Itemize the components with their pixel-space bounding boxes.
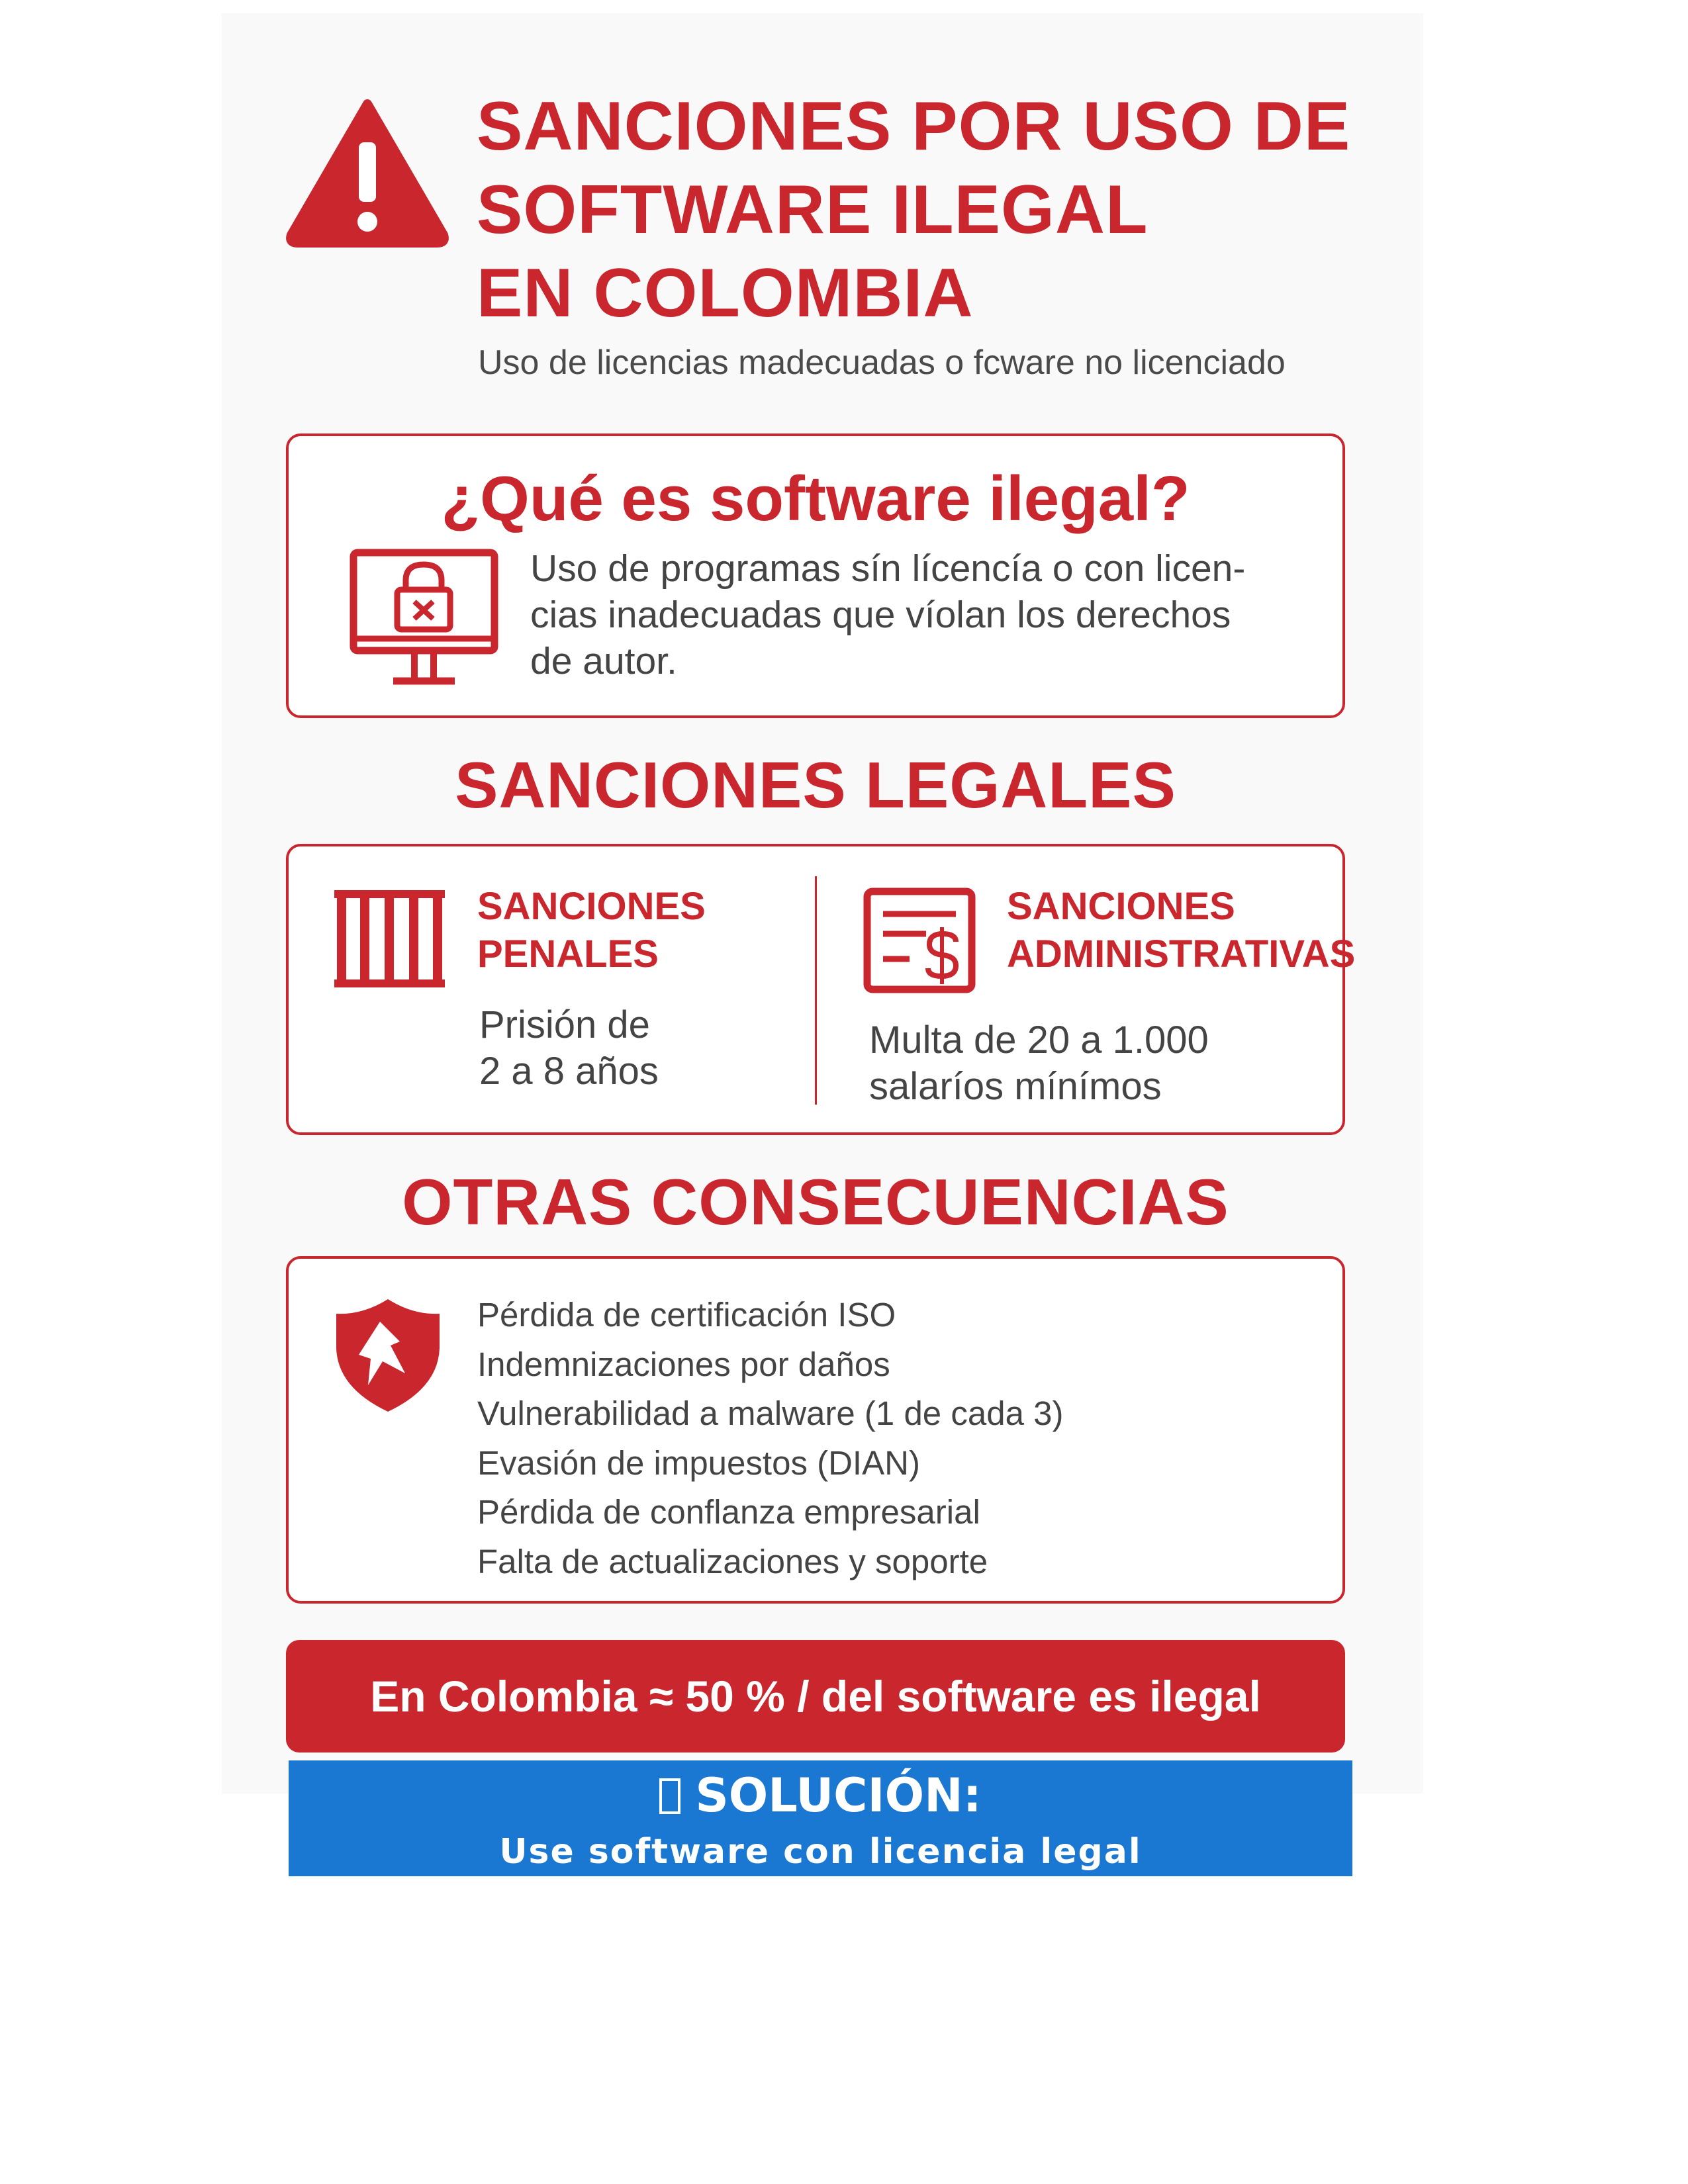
penal-sanctions-text [479, 1002, 659, 1095]
page-subtitle: Uso de licencias madecuadas o fcware no licenciado [478, 343, 1286, 382]
admin-sanctions-title [1007, 883, 1355, 978]
admin-text-line: Multa de 20 a 1.000 [869, 1019, 1209, 1062]
admin-title-line: SANCIONES [1007, 885, 1235, 928]
what-is-description [530, 545, 1325, 684]
title-line: SANCIONES POR USO DE [477, 88, 1351, 165]
list-item: Pérdida de conflanza empresarial [477, 1493, 980, 1531]
legal-sanctions-title: SANCIONES LEGALES [455, 749, 1176, 821]
penal-title-line: PENALES [477, 933, 659, 976]
monitor-lock-icon [350, 549, 498, 691]
what-is-title: ¿Qué es software ilegal? [441, 463, 1190, 534]
list-item: Indemnizaciones por daños [477, 1345, 890, 1383]
penal-sanctions-title [477, 883, 706, 978]
penal-text-line: 2 a 8 años [479, 1050, 659, 1093]
solution-box [289, 1760, 1352, 1876]
solution-subtitle: Use software con licencia legal [499, 1832, 1142, 1872]
other-consequences-title: OTRAS CONSECUENCIAS [402, 1165, 1229, 1238]
what-is-box [286, 433, 1345, 718]
list-item: Vulnerabilidad a malware (1 de cada 3) [477, 1394, 1064, 1432]
list-item: Evasión de impuestos (DIAN) [477, 1443, 920, 1482]
title-line: EN COLOMBIA [477, 255, 974, 332]
solution-title [289, 1766, 1352, 1825]
shield-alert-icon [334, 1295, 443, 1414]
description-line: cias inadecuadas que víolan los derechos [530, 594, 1231, 636]
penal-text-line: Prisión de [479, 1003, 650, 1046]
missing-glyph-icon [659, 1778, 680, 1814]
solution-title-text: SOLUCIÓN: [695, 1768, 982, 1823]
fine-document-icon [863, 887, 976, 993]
column-divider [815, 876, 817, 1105]
penal-title-line: SANCIONES [477, 885, 706, 928]
list-item: Falta de actualizaciones y soporte [477, 1542, 988, 1580]
warning-triangle-icon [285, 96, 450, 248]
title-line: SOFTWARE ILEGAL [477, 171, 1149, 248]
page-title [477, 85, 1417, 335]
list-item: Pérdida de certificación ISO [477, 1296, 896, 1334]
statistic-banner: En Colombia ≈ 50 % / del software es ilegal [286, 1640, 1345, 1752]
other-consequences-box [286, 1256, 1345, 1604]
description-line: Uso de programas sín lícencía o con licen- [530, 547, 1246, 590]
description-line: de autor. [530, 640, 677, 682]
jail-bars-icon [332, 887, 447, 990]
consequences-list [477, 1291, 1063, 1586]
admin-sanctions-text [869, 1017, 1209, 1110]
legal-sanctions-box [286, 844, 1356, 1135]
admin-text-line: salaríos mínímos [869, 1065, 1162, 1108]
admin-title-line: ADMINISTRATIVAS [1007, 933, 1356, 976]
